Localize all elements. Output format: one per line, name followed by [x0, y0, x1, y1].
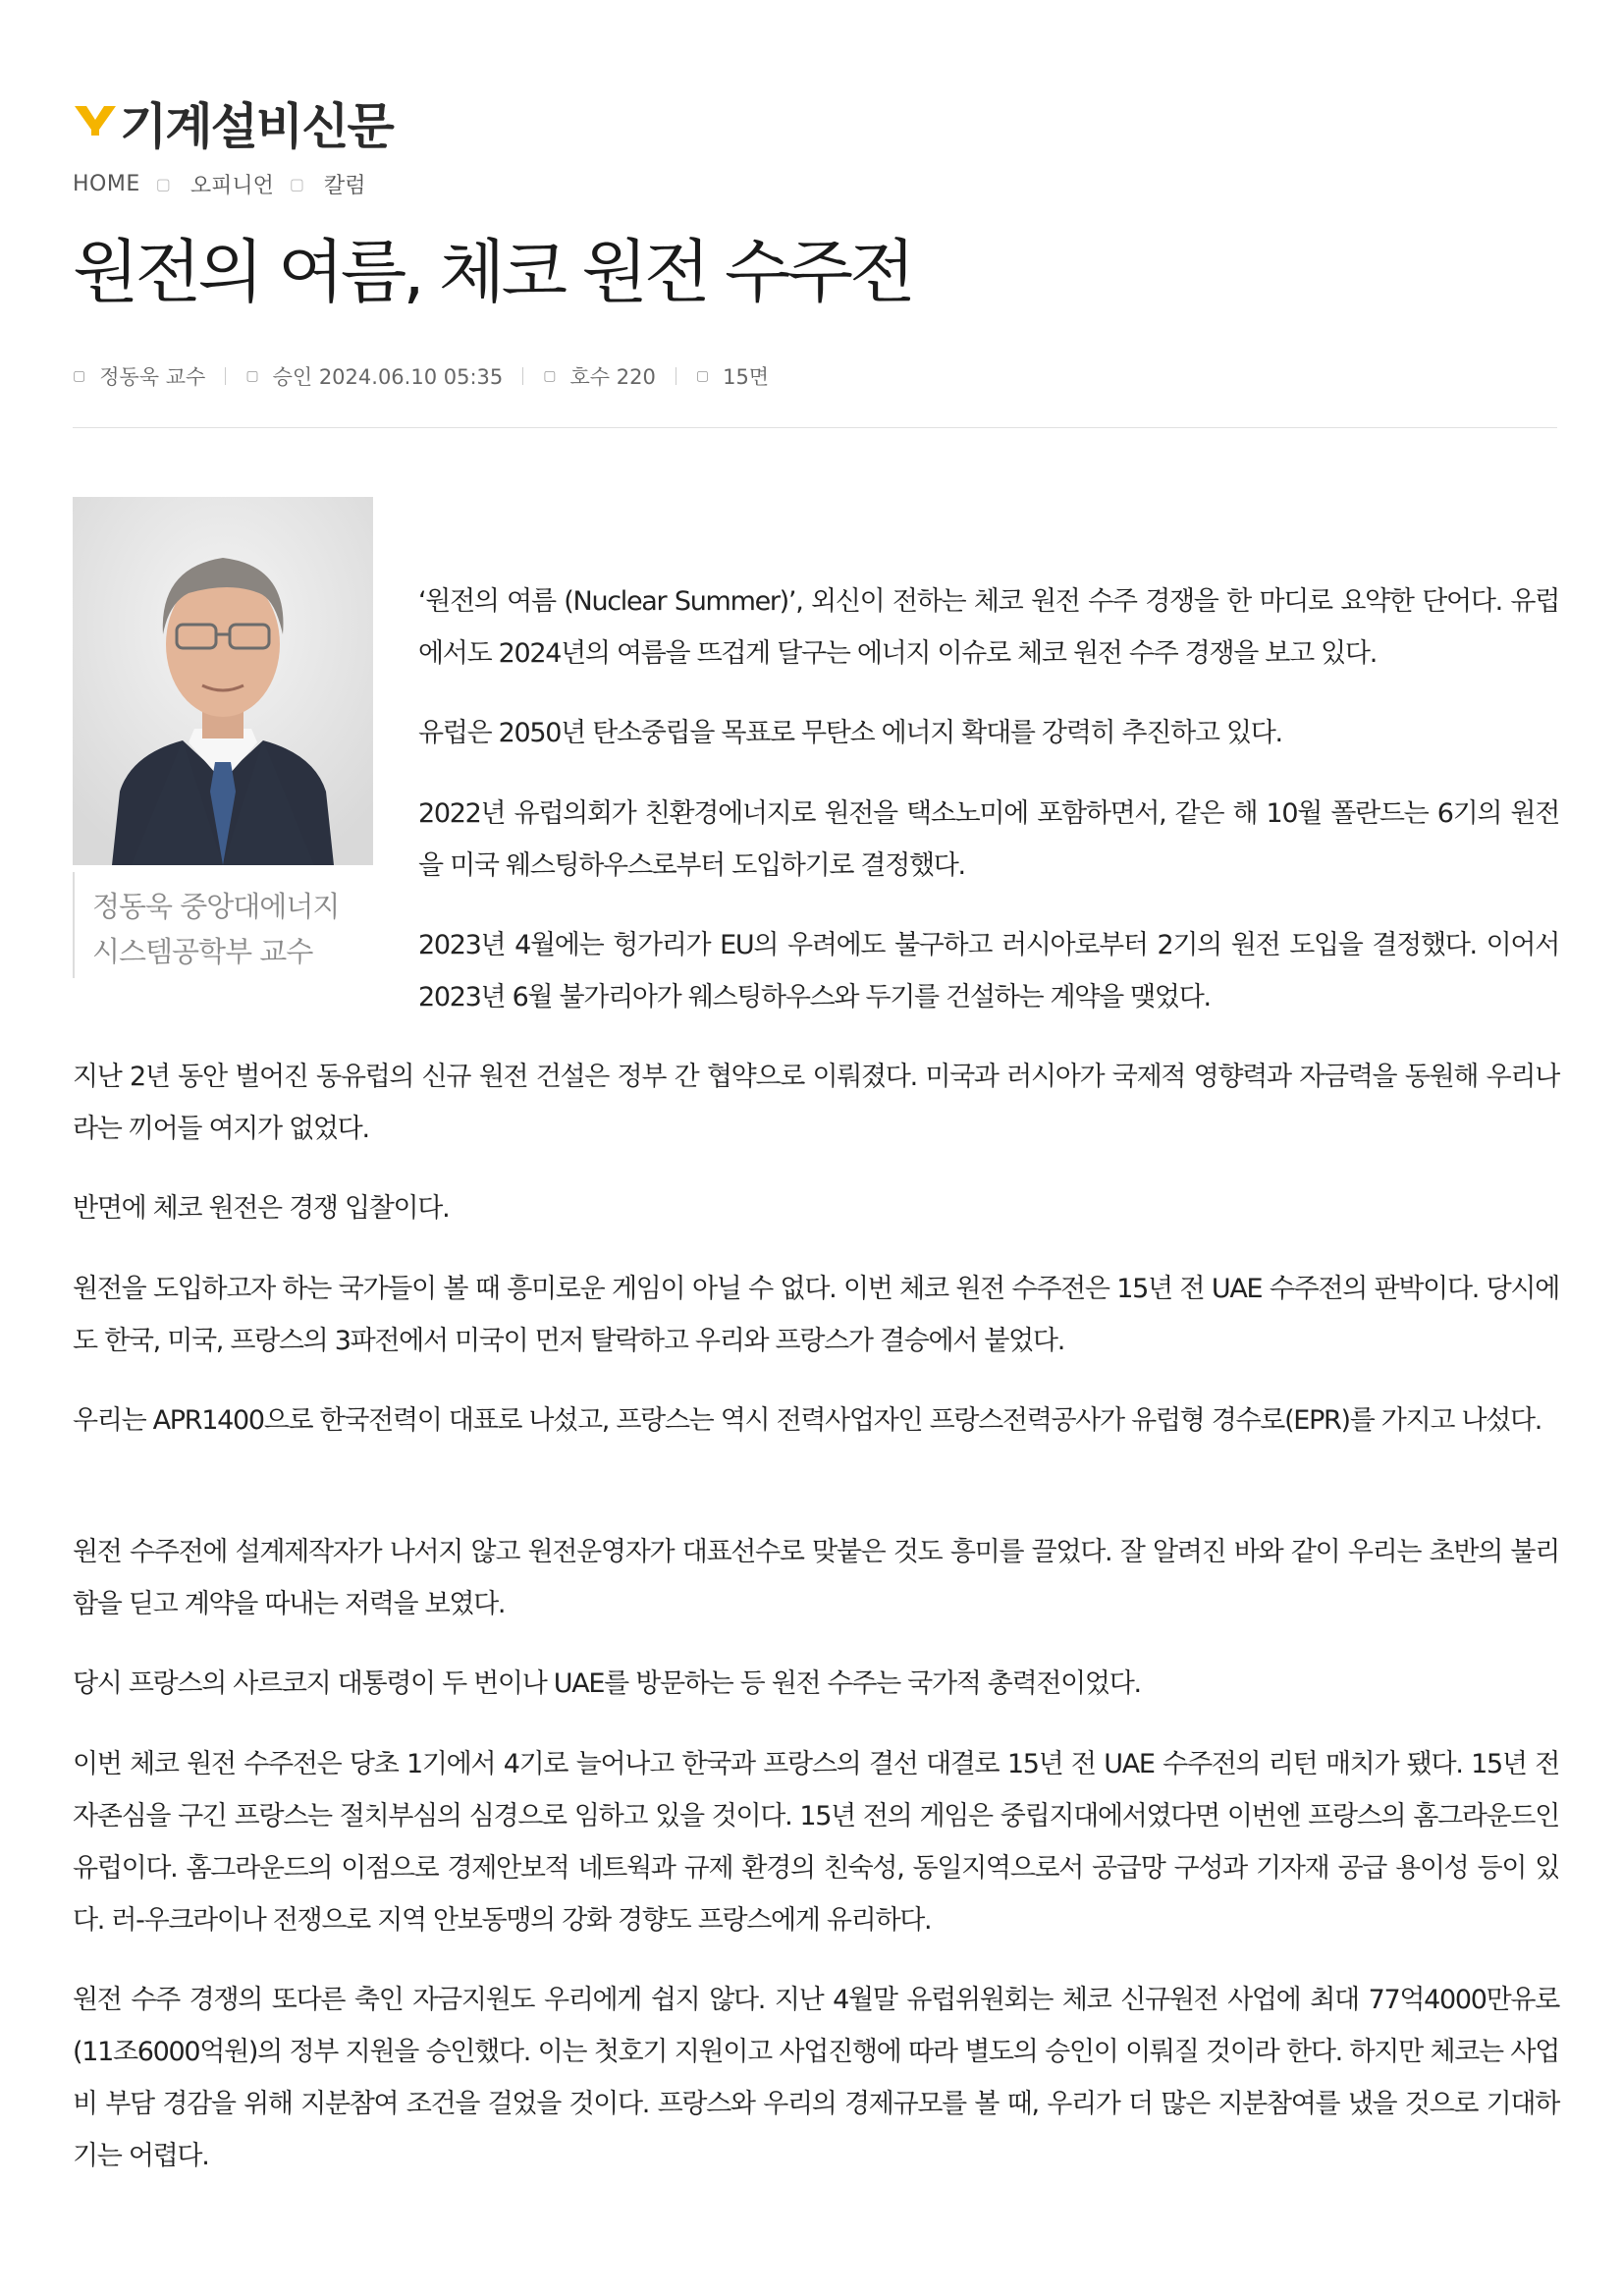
breadcrumb-separator-icon: ▢	[155, 175, 171, 193]
meta-issue	[543, 361, 656, 391]
breadcrumb	[73, 169, 366, 199]
article-paragraph: 2022년 유럽의회가 친환경에너지로 원전을 택소노미에 포함하면서, 같은 해 10월 폴란드는 6기의 원전을 미국 웨스팅하우스로부터 도입하기로 결정했다.	[418, 798, 1559, 881]
breadcrumb-opinion[interactable]: 오피니언	[189, 174, 274, 198]
page-icon: ▢	[695, 368, 710, 384]
meta-issue-text: 호수 220	[569, 365, 656, 389]
logo-mark-icon	[73, 102, 118, 157]
article-paragraph: 우리는 APR1400으로 한국전력이 대표로 나섰고, 프랑스는 역시 전력사업자인 프랑스전력공사가 유럽형 경수로(EPR)를 가지고 나섰다.	[73, 1405, 1542, 1436]
logo-text: 기계설비신문	[120, 98, 393, 155]
breadcrumb-home[interactable]: HOME	[73, 172, 140, 196]
issue-icon: ▢	[543, 368, 557, 384]
clock-icon: ▢	[245, 368, 259, 384]
meta-divider	[225, 367, 226, 385]
meta-page	[696, 361, 769, 391]
article-paragraph: 반면에 체코 원전은 경쟁 입찰이다.	[73, 1193, 450, 1224]
article-paragraph: 유럽은 2050년 탄소중립을 목표로 무탄소 에너지 확대를 강력히 추진하고 있다.	[418, 718, 1282, 748]
meta-approved	[245, 361, 503, 391]
author-icon: ▢	[73, 368, 86, 384]
breadcrumb-separator-icon: ▢	[289, 175, 305, 193]
photo-caption	[92, 884, 339, 974]
author-photo[interactable]	[73, 497, 373, 865]
meta-divider	[522, 367, 523, 385]
article-title: 원전의 여름, 체코 원전 수주전	[73, 232, 912, 312]
article-paragraph: 이번 체코 원전 수주전은 당초 1기에서 4기로 늘어나고 한국과 프랑스의 결선 대결로 15년 전 UAE 수주전의 리턴 매치가 됐다. 15년 전 자존심을 구긴 프랑스는 절치부심의 심경으로 임하고 있을 것이다. 15년 전의 게임은 중립지대에서였다면 이번엔 프랑스의 홈그라운드인 유럽이다. 홈그라운드의 이점으로 경제안보적 네트웍과 규제 환경의 친숙성, 동일지역으로서 공급망 구성과 기자재 공급 용이성 등이 있다. 러-우크라이나 전쟁으로 지역 안보동맹의 강화 경향도 프랑스에게 유리하다.	[73, 1749, 1559, 1936]
article-paragraph: 2023년 4월에는 헝가리가 EU의 우려에도 불구하고 러시아로부터 2기의 원전 도입을 결정했다. 이어서 2023년 6월 불가리아가 웨스팅하우스와 두기를 건설하는 계약을 맺었다.	[418, 930, 1559, 1012]
header-divider	[73, 427, 1557, 428]
article-paragraph: 원전을 도입하고자 하는 국가들이 볼 때 흥미로운 게임이 아닐 수 없다. 이번 체코 원전 수주전은 15년 전 UAE 수주전의 판박이다. 당시에도 한국, 미국, 프랑스의 3파전에서 미국이 먼저 탈락하고 우리와 프랑스가 결승에서 붙었다.	[73, 1274, 1559, 1356]
meta-author	[73, 361, 205, 391]
article-paragraph: 당시 프랑스의 사르코지 대통령이 두 번이나 UAE를 방문하는 등 원전 수주는 국가적 총력전이었다.	[73, 1668, 1141, 1699]
article-paragraph: 원전 수주전에 설계제작자가 나서지 않고 원전운영자가 대표선수로 맞붙은 것도 흥미를 끌었다. 잘 알려진 바와 같이 우리는 초반의 불리함을 딛고 계약을 따내는 저력을 보였다.	[73, 1537, 1560, 1619]
article-paragraph: ‘원전의 여름 (Nuclear Summer)’, 외신이 전하는 체코 원전 수주 경쟁을 한 마디로 요약한 단어다. 유럽에서도 2024년의 여름을 뜨겁게 달구는 에너지 이슈로 체코 원전 수주 경쟁을 보고 있다.	[418, 586, 1559, 669]
caption-bar	[73, 872, 75, 978]
caption-line: 시스템공학부 교수	[92, 935, 313, 968]
meta-author-text: 정동욱 교수	[99, 365, 206, 389]
breadcrumb-column[interactable]: 칼럼	[324, 174, 366, 198]
article-meta	[73, 361, 769, 391]
meta-approved-text: 승인 2024.06.10 05:35	[272, 365, 504, 389]
meta-page-text: 15면	[723, 365, 770, 389]
caption-line: 정동욱 중앙대에너지	[92, 890, 340, 923]
article-paragraph: 지난 2년 동안 벌어진 동유럽의 신규 원전 건설은 정부 간 협약으로 이뤄졌다. 미국과 러시아가 국제적 영향력과 자금력을 동원해 우리나라는 끼어들 여지가 없었다.	[73, 1062, 1559, 1144]
article-paragraph: 원전 수주 경쟁의 또다른 축인 자금지원도 우리에게 쉽지 않다. 지난 4월말 유럽위원회는 체코 신규원전 사업에 최대 77억4000만유로(11조6000억원)의 정부 지원을 승인했다. 이는 첫호기 지원이고 사업진행에 따라 별도의 승인이 이뤄질 것이라 한다. 하지만 체코는 사업비 부담 경감을 위해 지분참여 조건을 걸었을 것이다. 프랑스와 우리의 경제규모를 볼 때, 우리가 더 많은 지분참여를 냈을 것으로 기대하기는 어렵다.	[73, 1985, 1559, 2171]
site-logo[interactable]	[73, 88, 393, 157]
